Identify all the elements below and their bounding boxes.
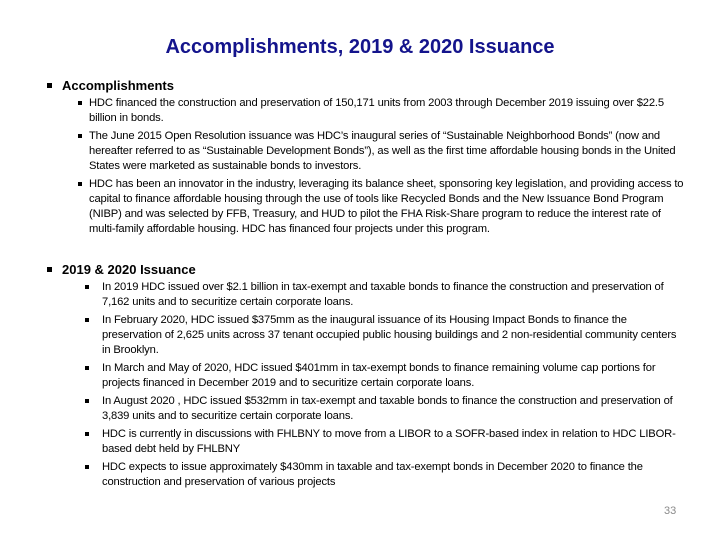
bullet-list	[44, 96, 694, 237]
list-item: In March and May of 2020, HDC issued $401mm in tax-exempt bonds to finance remaining volume cap portions for projects financed in December 2019 and to securitize certain corporate loans.	[102, 361, 684, 391]
list-item: In 2019 HDC issued over $2.1 billion in tax-exempt and taxable bonds to finance the construction and preservation of 7,162 units and to securitize certain corporate loans.	[102, 280, 684, 310]
list-item: In August 2020 , HDC issued $532mm in tax-exempt and taxable bonds to finance the construction and preservation of 3,839 units and to securitize certain corporate loans.	[102, 394, 684, 424]
section-issuance	[44, 261, 694, 493]
list-item: HDC is currently in discussions with FHLBNY to move from a LIBOR to a SOFR-based index in relation to HDC LIBOR-based debt held by FHLBNY	[102, 427, 684, 457]
slide-title: Accomplishments, 2019 & 2020 Issuance	[165, 36, 555, 58]
list-item: HDC expects to issue approximately $430mm in taxable and tax-exempt bonds in December 2020 to finance the construction and preservation of various projects	[102, 460, 684, 490]
page-number: 33	[664, 505, 677, 517]
section-heading: Accomplishments	[44, 77, 694, 94]
list-item: In February 2020, HDC issued $375mm as the inaugural issuance of its Housing Impact Bonds to finance the preservation of 2,625 units across 37 tenant occupied public housing buildings and 2 non-residential community centers in Brooklyn.	[102, 313, 684, 358]
bullet-list	[44, 280, 694, 490]
list-item: HDC financed the construction and preservation of 150,171 units from 2003 through December 2019 issuing over $22.5 billion in bonds.	[89, 96, 684, 126]
list-item: HDC has been an innovator in the industry, leveraging its balance sheet, sponsoring key legislation, and providing access to capital to finance affordable housing through the use of tools like Recycled Bonds and the New Issuance Bond Program (NIBP) and was selected by FFB, Treasury, and HUD to pilot the FHA Risk-Share program to reduce the interest rate of multi-family affordable housing. HDC has financed four projects under this program.	[89, 178, 684, 235]
list-item: The June 2015 Open Resolution issuance was HDC’s inaugural series of “Sustainable Neighborhood Bonds” (now and hereafter referred to as “Sustainable Development Bonds”), as well as the first time affordable housing bonds in the United States were marketed as sustainable bonds to investors.	[89, 129, 684, 174]
section-heading: 2019 & 2020 Issuance	[44, 261, 694, 278]
section-accomplishments	[44, 77, 694, 240]
